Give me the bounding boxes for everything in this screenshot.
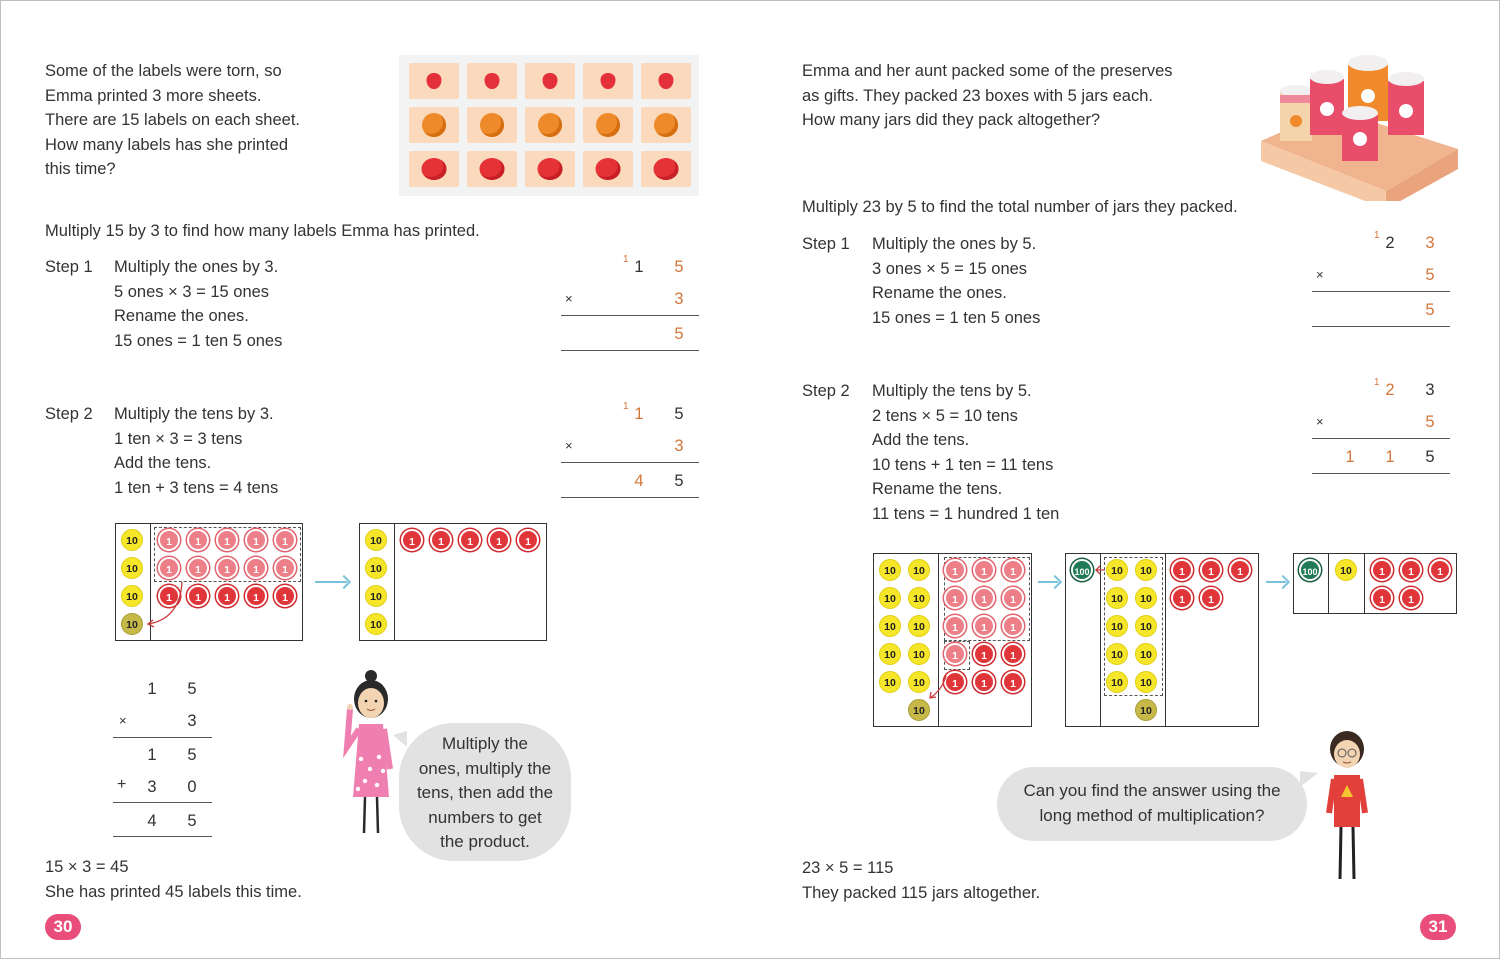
ones-digit: 3 (1425, 234, 1435, 252)
one-counter: 1 (1002, 643, 1024, 665)
intro-line: How many labels has she printed (45, 135, 289, 154)
step1-column-calc (1312, 229, 1450, 329)
place-value-chart-after (359, 523, 547, 641)
ten-counter: 10 (1135, 587, 1157, 609)
multiplier-digit: 5 (1425, 266, 1435, 284)
ten-counter: 10 (1335, 559, 1357, 581)
digit: 3 (147, 778, 157, 796)
intro-line: Some of the labels were torn, so (45, 62, 282, 80)
hundred-counter: 100 (1299, 559, 1321, 581)
strawberry-label (525, 63, 575, 99)
step1-text (872, 232, 1040, 330)
one-counter: 1 (158, 585, 180, 607)
one-counter: 1 (274, 557, 296, 579)
label-sheet-illustration (399, 55, 699, 196)
rule (113, 836, 212, 837)
one-counter: 1 (944, 559, 966, 581)
ten-counter: 10 (365, 613, 387, 635)
step-line: Multiply the tens by 3. (114, 405, 274, 423)
ten-counter: 10 (908, 587, 930, 609)
ten-counter: 10 (1106, 643, 1128, 665)
tomato-label (467, 151, 517, 187)
step2-label: Step 2 (802, 382, 850, 400)
digit: 4 (147, 812, 157, 830)
one-counter: 1 (1002, 671, 1024, 693)
ten-counter: 10 (1135, 643, 1157, 665)
one-counter: 1 (216, 585, 238, 607)
ten-counter: 10 (1106, 671, 1128, 693)
one-counter: 1 (245, 529, 267, 551)
one-counter: 1 (459, 529, 481, 551)
column-divider (1364, 554, 1365, 613)
left-instruction: Multiply 15 by 3 to find how many labels Emma has printed. (45, 222, 480, 240)
jars-box-illustration (1258, 51, 1458, 201)
result-tens: 1 (1385, 448, 1395, 466)
rule (561, 497, 699, 498)
one-counter: 1 (973, 559, 995, 581)
times-sign: × (565, 291, 573, 306)
place-value-chart-start (873, 553, 1032, 727)
speech-bubble (997, 767, 1307, 841)
ten-counter: 10 (879, 671, 901, 693)
step-line: 2 tens × 5 = 10 tens (872, 406, 1018, 425)
orange-label (409, 107, 459, 143)
one-counter: 1 (158, 557, 180, 579)
ten-counter: 10 (365, 585, 387, 607)
digit: 0 (187, 778, 197, 796)
step-line: 1 ten × 3 = 3 tens (114, 429, 243, 448)
left-intro (45, 59, 300, 182)
carry-digit: 1 (623, 254, 629, 265)
orange-label (583, 107, 633, 143)
orange-label (467, 107, 517, 143)
one-counter: 1 (944, 671, 966, 693)
rule (561, 350, 699, 351)
multiplier-digit: 5 (1425, 413, 1435, 431)
bubble-line: Can you find the answer using the (1023, 781, 1281, 800)
tens-digit (1374, 377, 1402, 400)
result-ones: 5 (1425, 301, 1435, 319)
ten-counter: 10 (908, 615, 930, 637)
one-counter: 1 (973, 643, 995, 665)
ten-counter: 10 (908, 643, 930, 665)
step-line: Rename the tens. (872, 480, 1003, 498)
one-counter: 1 (158, 529, 180, 551)
ten-counter: 10 (121, 585, 143, 607)
digit: 3 (187, 712, 197, 730)
right-instruction: Multiply 23 by 5 to find the total number of jars they packed. (802, 198, 1238, 216)
step-line: 1 ten + 3 tens = 4 tens (114, 478, 279, 497)
regroup-arrow-icon (926, 674, 950, 702)
one-counter: 1 (1229, 559, 1251, 581)
one-counter: 1 (1371, 587, 1393, 609)
ten-counter: 10 (1135, 671, 1157, 693)
digit: 1 (634, 405, 644, 423)
right-arrow-icon (1266, 581, 1286, 583)
ten-counter: 10 (121, 529, 143, 551)
ten-counter: 10 (879, 615, 901, 637)
tomato-label (583, 151, 633, 187)
right-intro (802, 59, 1173, 133)
one-counter: 1 (187, 557, 209, 579)
left-page (1, 1, 750, 958)
ten-counter: 10 (1135, 559, 1157, 581)
ten-counter: 10 (879, 559, 901, 581)
step2-column-calc (561, 400, 699, 500)
orange-label (641, 107, 691, 143)
long-multiplication (113, 675, 213, 840)
step-line: 15 ones = 1 ten 5 ones (114, 331, 283, 350)
rule (113, 737, 212, 738)
orange-label (525, 107, 575, 143)
ten-counter: 10 (908, 671, 930, 693)
one-counter: 1 (1200, 559, 1222, 581)
column-divider (1100, 554, 1101, 726)
step-line: 5 ones × 3 = 15 ones (114, 282, 270, 301)
one-counter: 1 (1002, 587, 1024, 609)
tens-digit (623, 254, 651, 277)
bubble-line: Multiply the (442, 734, 528, 753)
step2-text (114, 402, 278, 500)
tomato-label (409, 151, 459, 187)
multiplier-digit: 3 (674, 437, 684, 455)
page-number-badge: 30 (45, 914, 81, 940)
carry-digit: 1 (1374, 230, 1380, 241)
ten-counter: 10 (1106, 587, 1128, 609)
step1-column-calc (561, 253, 699, 353)
ones-digit: 5 (674, 405, 684, 423)
step-line: 11 tens = 1 hundred 1 ten (872, 504, 1060, 523)
times-sign: × (1316, 414, 1324, 429)
rule (1312, 291, 1450, 292)
answer-equation: 23 × 5 = 115 (802, 859, 894, 877)
answer-sentence: They packed 115 jars altogether. (802, 883, 1041, 902)
one-counter: 1 (216, 557, 238, 579)
one-counter: 1 (1002, 559, 1024, 581)
intro-line: this time? (45, 160, 116, 178)
step-line: Multiply the ones by 3. (114, 258, 279, 276)
page-number-badge: 31 (1420, 914, 1456, 940)
tomato-label (641, 151, 691, 187)
right-arrow-icon (1038, 581, 1058, 583)
one-counter: 1 (1400, 587, 1422, 609)
step-line: 3 ones × 5 = 15 ones (872, 259, 1028, 278)
ones-digit: 3 (1425, 381, 1435, 399)
step2-label: Step 2 (45, 405, 93, 423)
one-counter: 1 (274, 529, 296, 551)
ones-digit: 5 (674, 258, 684, 276)
bubble-tail (1298, 769, 1320, 789)
digit: 5 (187, 746, 197, 764)
ten-counter: 10 (1135, 615, 1157, 637)
intro-line: There are 15 labels on each sheet. (45, 111, 301, 129)
ten-counter: 10 (879, 643, 901, 665)
tens-digit (623, 401, 651, 424)
answer-equation: 15 × 3 = 45 (45, 858, 129, 876)
column-divider (1165, 554, 1166, 726)
digit: 1 (147, 680, 157, 698)
step2-column-calc (1312, 376, 1450, 476)
ten-counter-new: 10 (1135, 699, 1157, 721)
one-counter: 1 (274, 585, 296, 607)
tens-digit (1374, 230, 1402, 253)
one-counter: 1 (944, 643, 966, 665)
one-counter: 1 (1200, 587, 1222, 609)
bubble-tail (391, 729, 409, 751)
step1-label: Step 1 (45, 258, 93, 276)
step1-label: Step 1 (802, 235, 850, 253)
times-sign: × (119, 713, 127, 728)
digit: 5 (187, 812, 197, 830)
boy-character-icon (1320, 729, 1374, 887)
intro-line: as gifts. They packed 23 boxes with 5 jars each. (802, 86, 1153, 105)
intro-line: Emma printed 3 more sheets. (45, 86, 262, 105)
step-line: Rename the ones. (114, 307, 249, 325)
step-line: 15 ones = 1 ten 5 ones (872, 308, 1041, 327)
ten-counter: 10 (121, 557, 143, 579)
rule (1312, 326, 1450, 327)
step-line: Multiply the ones by 5. (872, 235, 1037, 253)
one-counter: 1 (430, 529, 452, 551)
girl-character-icon (337, 669, 397, 839)
digit: 2 (1385, 381, 1395, 399)
digit: 1 (634, 258, 644, 276)
one-counter: 1 (1429, 559, 1451, 581)
result-ones: 5 (674, 325, 684, 343)
tomato-label (525, 151, 575, 187)
result-tens: 4 (634, 472, 644, 490)
one-counter: 1 (187, 585, 209, 607)
one-counter: 1 (216, 529, 238, 551)
step2-text (872, 379, 1059, 526)
step-line: 10 tens + 1 ten = 11 tens (872, 455, 1054, 474)
rule (561, 462, 699, 463)
hundred-counter: 100 (1071, 559, 1093, 581)
carry-digit: 1 (1374, 377, 1380, 388)
intro-line: How many jars did they pack altogether? (802, 111, 1101, 129)
ten-counter: 10 (365, 529, 387, 551)
times-sign: × (1316, 267, 1324, 282)
ten-counter: 10 (879, 587, 901, 609)
one-counter: 1 (488, 529, 510, 551)
result-ones: 5 (674, 472, 684, 490)
multiplier-digit: 3 (674, 290, 684, 308)
column-divider (394, 524, 395, 640)
regroup-arrow-icon (144, 580, 184, 628)
column-divider (1328, 554, 1329, 613)
intro-line: Emma and her aunt packed some of the preserves (802, 62, 1173, 80)
ten-counter-new: 10 (908, 699, 930, 721)
one-counter: 1 (944, 587, 966, 609)
right-arrow-icon (315, 581, 347, 583)
answer-sentence: She has printed 45 labels this time. (45, 882, 302, 901)
ten-counter: 10 (1106, 559, 1128, 581)
left-answer (45, 855, 302, 904)
right-answer (802, 856, 1040, 905)
one-counter: 1 (401, 529, 423, 551)
one-counter: 1 (245, 585, 267, 607)
one-counter: 1 (1171, 587, 1193, 609)
one-counter: 1 (973, 587, 995, 609)
step-line: Add the tens. (872, 431, 970, 449)
one-counter: 1 (187, 529, 209, 551)
one-counter: 1 (1371, 559, 1393, 581)
strawberry-label (409, 63, 459, 99)
digit: 2 (1385, 234, 1395, 252)
one-counter: 1 (973, 671, 995, 693)
right-page (750, 1, 1499, 958)
digit: 5 (187, 680, 197, 698)
digit: 1 (147, 746, 157, 764)
step-line: Add the tens. (114, 454, 212, 472)
place-value-chart-before (115, 523, 303, 641)
strawberry-label (467, 63, 517, 99)
bubble-line: tens, then add the (416, 783, 554, 802)
one-counter: 1 (944, 615, 966, 637)
rule (561, 315, 699, 316)
step-line: Rename the ones. (872, 284, 1007, 302)
rule (1312, 473, 1450, 474)
rule (113, 802, 212, 803)
one-counter: 1 (1002, 615, 1024, 637)
one-counter: 1 (517, 529, 539, 551)
speech-bubble (399, 723, 571, 861)
strawberry-label (583, 63, 633, 99)
one-counter: 1 (1171, 559, 1193, 581)
carry-digit: 1 (623, 401, 629, 412)
rule (1312, 438, 1450, 439)
strawberry-label (641, 63, 691, 99)
one-counter: 1 (973, 615, 995, 637)
bubble-line: the product. (440, 832, 530, 851)
place-value-chart-final (1293, 553, 1457, 614)
result-ones: 5 (1425, 448, 1435, 466)
ten-counter: 10 (365, 557, 387, 579)
plus-sign: + (117, 776, 127, 793)
bubble-line: numbers to get (428, 807, 542, 827)
bubble-line: long method of multiplication? (1039, 805, 1265, 825)
ten-counter-new: 10 (121, 613, 143, 635)
result-hundreds: 1 (1345, 448, 1355, 466)
one-counter: 1 (1400, 559, 1422, 581)
place-value-chart-middle (1065, 553, 1259, 727)
one-counter: 1 (245, 557, 267, 579)
ten-counter: 10 (1106, 615, 1128, 637)
bubble-line: ones, multiply the (418, 758, 552, 778)
step-line: Multiply the tens by 5. (872, 382, 1032, 400)
step1-text (114, 255, 282, 353)
times-sign: × (565, 438, 573, 453)
ten-counter: 10 (908, 559, 930, 581)
